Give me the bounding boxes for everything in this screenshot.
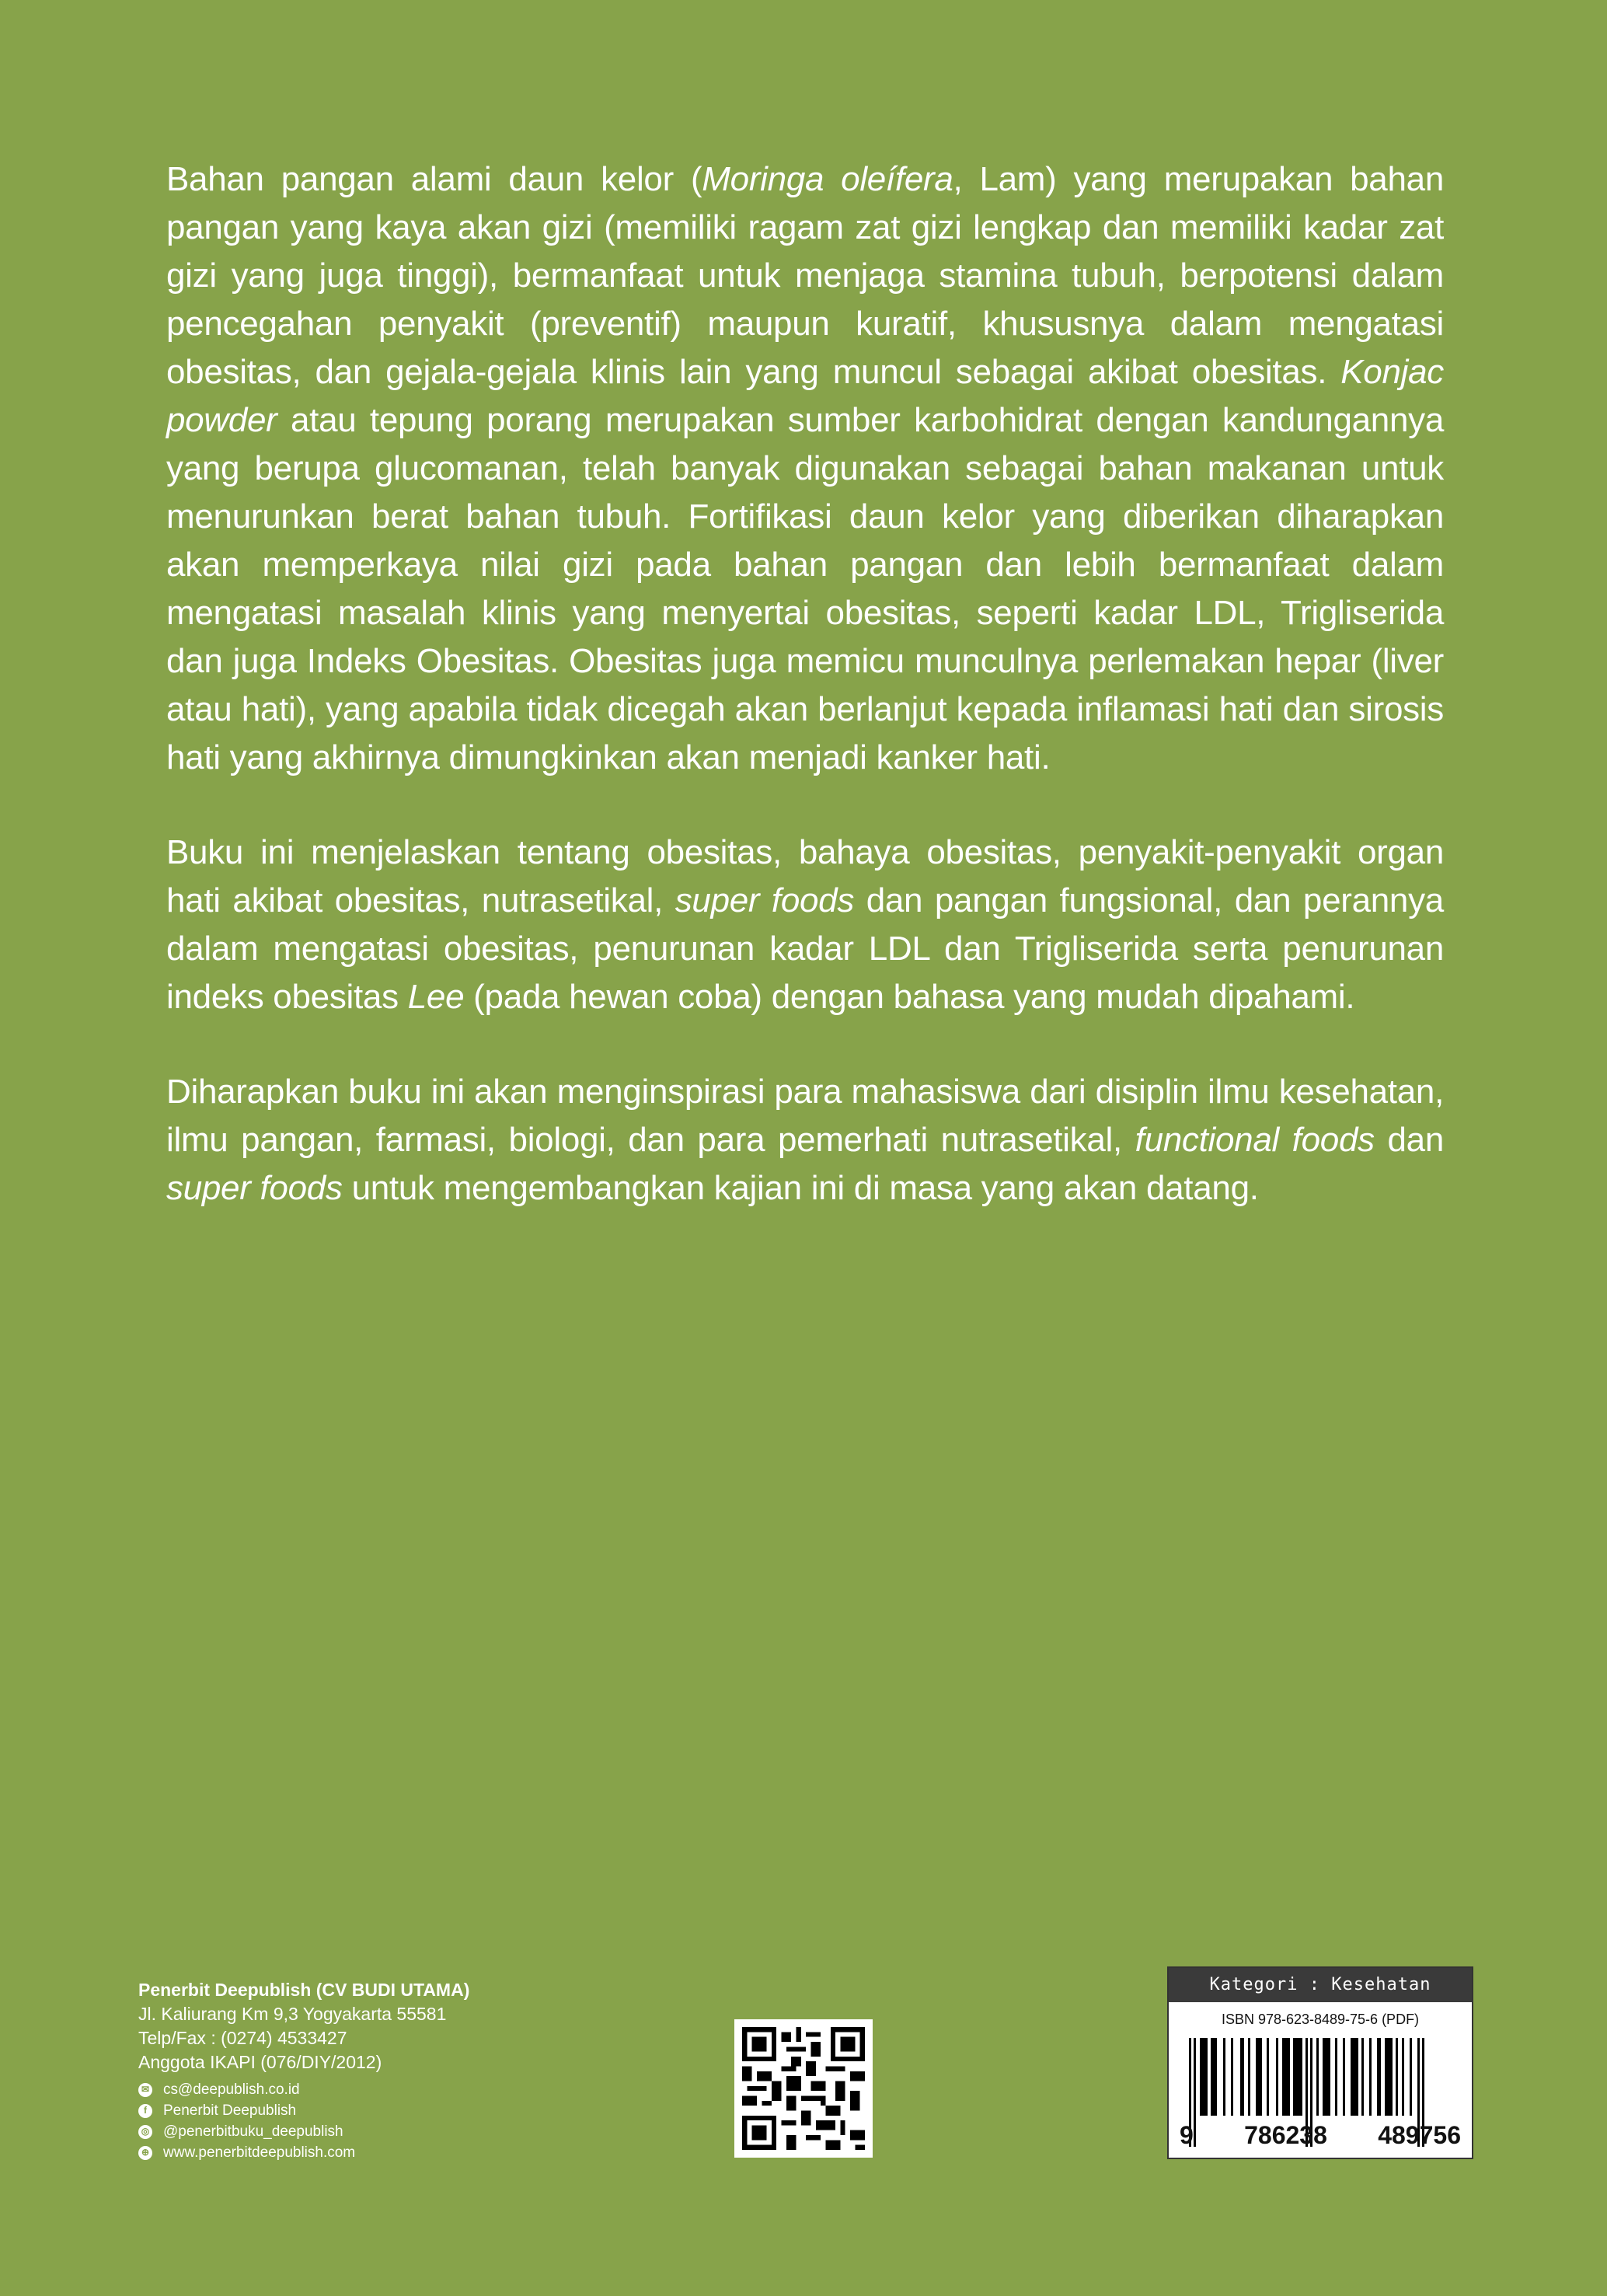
publisher-phone: Telp/Fax : (0274) 4533427 (138, 2028, 347, 2048)
contact-facebook (138, 2100, 469, 2121)
blurb-paragraph-2: Buku ini menjelaskan tentang obesitas, bahaya obesitas, penyakit-penyakit organ hati akibat obesitas, nutrasetikal, super foods dan pangan fungsional, dan perannya dalam mengatasi obesitas, penurunan kadar LDL dan Trigliserida serta penurunan indeks obesitas Lee (pada hewan coba) dengan bahasa yang mudah dipahami. (166, 833, 1444, 1016)
publisher-contacts (138, 2079, 469, 2163)
publisher-ikapi: Anggota IKAPI (076/DIY/2012) (138, 2052, 382, 2072)
contact-email (138, 2079, 469, 2100)
barcode-digits-left: 786238 (1244, 2121, 1327, 2149)
publisher-info (138, 1978, 469, 2163)
contact-text: Penerbit Deepublish (163, 2102, 297, 2119)
contact-text: www.penerbitdeepublish.com (163, 2144, 356, 2161)
blurb-paragraph-1: Bahan pangan alami daun kelor (Moringa oleífera, Lam) yang merupakan bahan pangan yang kaya akan gizi (memiliki ragam zat gizi lengkap dan memiliki kadar zat gizi yang juga tinggi), bermanfaat untuk menjaga stamina tubuh, berpotensi dalam pencegahan penyakit (preventif) maupun kuratif, khususnya dalam mengatasi obesitas, dan gejala-gejala klinis lain yang muncul sebagai akibat obesitas. Konjac powder atau tepung porang merupakan sumber karbohidrat dengan kandungannya yang berupa glucomanan, telah banyak digunakan sebagai bahan makanan untuk menurunkan berat bahan tubuh. Fortifikasi daun kelor yang diberikan diharapkan akan memperkaya nilai gizi pada bahan pangan dan lebih bermanfaat dalam mengatasi masalah klinis yang menyertai obesitas, seperti kadar LDL, Trigliserida dan juga Indeks Obesitas. Obesitas juga memicu munculnya perlemakan hepar (liver atau hati), yang apabila tidak dicegah akan berlanjut kepada inflamasi hati dan sirosis hati yang akhirnya dimungkinkan akan menjadi kanker hati. (166, 160, 1444, 776)
facebook-icon: f (138, 2104, 152, 2118)
contact-website (138, 2142, 469, 2163)
contact-instagram (138, 2121, 469, 2142)
publisher-name: Penerbit Deepublish (CV BUDI UTAMA) (138, 1980, 470, 2000)
blurb-paragraph-3: Diharapkan buku ini akan menginspirasi para mahasiswa dari disiplin ilmu kesehatan, ilmu pangan, farmasi, biologi, dan para pemerhati nutrasetikal, functional foods dan super foods untuk mengembangkan kajian ini di masa yang akan datang. (166, 1073, 1445, 1207)
contact-text: cs@deepublish.co.id (163, 2081, 300, 2098)
qr-code-icon (742, 2027, 865, 2150)
qr-code (734, 2019, 873, 2158)
barcode-digits-right: 489756 (1378, 2121, 1461, 2149)
publisher-address: Jl. Kaliurang Km 9,3 Yogyakarta 55581 (138, 2004, 447, 2024)
barcode-digits (1180, 2121, 1461, 2150)
globe-icon: ⊕ (138, 2146, 152, 2160)
instagram-icon: ◎ (138, 2125, 152, 2139)
isbn-number: ISBN 978-623-8489-75-6 (PDF) (1221, 2012, 1420, 2027)
barcode-digit-lead: 9 (1180, 2121, 1194, 2149)
back-cover-blurb (166, 155, 1444, 1259)
contact-text: @penerbitbuku_deepublish (163, 2123, 343, 2140)
email-icon: ✉ (138, 2083, 152, 2097)
category-label: Kategori : Kesehatan (1169, 1968, 1472, 2002)
isbn-barcode-box (1167, 1966, 1473, 2159)
